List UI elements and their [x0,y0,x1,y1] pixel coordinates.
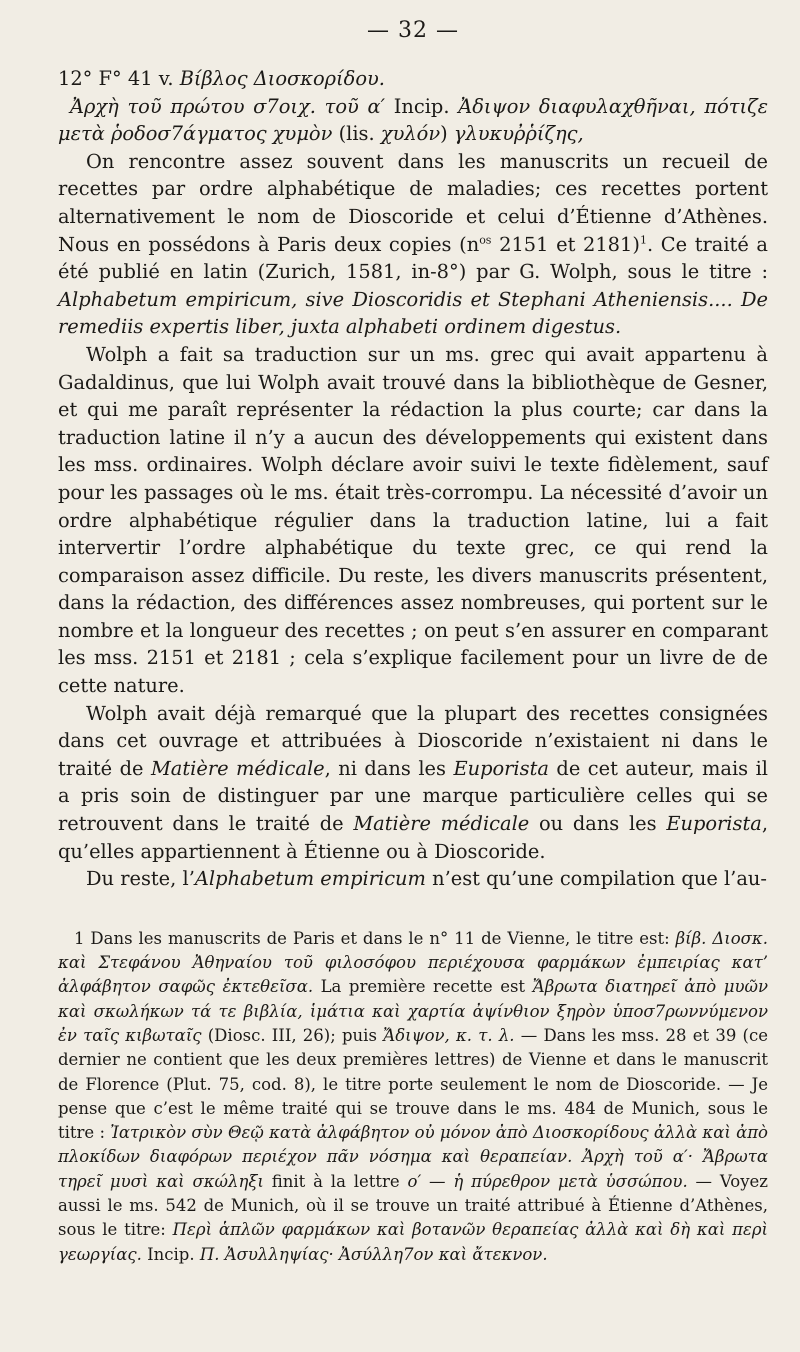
incipit-greek-2: Ἀδιψον διαφυλαχθῆναι, πότιζε μετὰ ῥοδοσ7άγματος χυμὸν [58,94,769,146]
fn-text-f: — Voyez aussi le ms. 542 de Munich, où il se trouve un traité attribué à Étienne d’Athènes, sous le titre: [58,1171,769,1240]
footnote-mark: 1 [74,928,85,948]
p1-text-b: 2151 et 2181) [491,232,640,256]
p3-text-a: Wolph avait déjà remarqué que la plupart des recettes consignées dans cet ouvrage et attribuées à Dioscoride n’existaient ni dans le traité de [58,701,768,780]
incipit-label: Incip. [393,94,450,118]
page-number: — 32 — [367,18,459,43]
p1-text-c: . Ce traité a été publié en latin (Zurich, 1581, in-8°) par G. Wolph, sous le titre : [58,232,768,284]
p1-latin-title: Alphabetum empiricum, sive Dioscoridis et Stephani Atheniensis.... De remediis expertis liber, juxta alphabeti ordinem digestus. [58,287,768,339]
entry-number: 12° [58,67,93,90]
paragraph-1 [58,148,768,341]
fn-greek-5: ο′ — ἡ πύρεθρον μετὰ ὑσσώπου. [407,1171,688,1191]
paragraph-3 [58,700,768,866]
fn-greek-3: Ἄδιψον, κ. τ. λ. [383,1026,515,1045]
incipit-greek-4: γλυκυῤῥίζης, [453,122,584,146]
entry-heading [58,65,768,93]
p4-text-b: n’est qu’une compilation que l’au- [425,867,767,891]
incipit-greek-3: χυλόν [380,122,441,146]
p1-sup-os: os [479,233,492,247]
p3-text-b: , ni dans les [324,756,454,780]
fn-text-a: Dans les manuscrits de Paris et dans le n° 11 de Vienne, le titre est: [84,928,676,948]
fn-greek-2: Ἄβρωτα διατηρεῖ ἀπὸ μυῶν καὶ σκωλήκων τά τε βιβλία, ἱμάτια καὶ χαρτία ἀψίνθιον ξηρὸν ὑποσ7ρωννύμενον ἐν ταῖς κιβωταῖς [58,977,768,1045]
p3-text-d: ou dans les [529,812,667,836]
fn-text-g: Incip. [141,1244,200,1264]
p3-euporista-2: Euporista [666,812,762,836]
incipit-greek-1: Ἀρχὴ τοῦ πρώτου σ7οιχ. τοῦ α′ [70,94,386,118]
fn-text-b: La première recette est [313,977,533,997]
p4-alphabetum-title: Alphabetum empiricum [194,867,426,891]
incipit-lis: (lis. [338,122,375,146]
page [58,18,768,1267]
paragraph-4 [58,865,768,893]
p4-text-a: Du reste, l’ [86,867,195,891]
p3-matiere-medicale-2: Matière médicale [353,812,530,836]
fn-greek-7: Π. Ἀσυλληψίας· Ἀσύλλη7ον καὶ ἄτεκνον. [199,1244,548,1264]
p3-matiere-medicale-1: Matière médicale [150,756,325,780]
fn-text-d: — Dans les mss. 28 et 39 (ce dernier ne contient que les deux premières lettres) de Vienne et dans le manuscrit de Florence (Plut. 75, cod. 8), le titre porte seulement le nom de Dioscoride. — Je pense que c’est le même traité qui se trouve dans le ms. 484 de Munich, sous le titre : [58,1026,768,1143]
entry-incipit [58,93,768,148]
fn-greek-6: Περὶ ἁπλῶν φαρμάκων καὶ βοτανῶν θεραπείας ἀλλὰ καὶ δὴ καὶ περὶ γεωργίας. [58,1220,768,1264]
footnote-1 [58,927,768,1267]
p1-text-a: On rencontre assez souvent dans les manuscrits un recueil de recettes par ordre alphabétique de maladies; ces recettes portent alternativement le nom de Dioscoride et celui d’Étienne d’Athènes. Nous en possédons à Paris deux copies (n [58,149,768,256]
p3-euporista-1: Euporista [453,756,549,780]
paragraph-2: Wolph a fait sa traduction sur un ms. grec qui avait appartenu à Gadaldinus, que lui Wolph avait trouvé dans la bibliothèque de Gesner, et qui me paraît représenter la rédaction la plus courte; car dans la traduction latine il n’y a aucun des développements qui existent dans les mss. ordinaires. Wolph déclare avoir suivi le texte fidèlement, sauf pour les passages où le ms. était très-corrompu. La nécessité d’avoir un ordre alphabétique régulier dans la traduction latine, lui a fait intervertir l’ordre alphabétique du texte grec, ce qui rend la comparaison assez difficile. Du reste, les divers manuscrits présentent, dans la rédaction, des différences assez nombreuses, qui portent sur le nombre et la longueur des recettes ; on peut s’en assurer en comparant les mss. 2151 et 2181 ; cela s’explique facilement pour un livre de de cette nature. [58,342,768,698]
fn-text-e: finit à la lettre [263,1171,408,1191]
fn-greek-4: Ἰατρικὸν σὺν Θεῷ κατὰ ἀλφάβητον οὐ μόνον ἀπὸ Διοσκορίδους ἀλλὰ καὶ ἀπὸ πλοκίδων διαφόρων περιέχον πᾶν νόσημα καὶ θεραπείαν. Ἀρχὴ τοῦ α′· Ἄβρωτα τηρεῖ μυσὶ καὶ σκώληξι [58,1123,768,1191]
fn-greek-1: βίβ. Διοσκ. καὶ Στεφάνου Ἀθηναίου τοῦ φιλοσόφου περιέχουσα φαρμάκων ἐμπειρίας κατ’ ἀλφάβητον σαφῶς ἐκτεθεῖσα. [58,928,768,997]
fn-text-c: (Diosc. III, 26); puis [201,1026,384,1045]
p3-text-c: de cet auteur, mais il a pris soin de distinguer par une marque particulière celles qui se retrouvent dans le traité de [58,756,768,836]
entry-title-greek: Βίβλος Διοσκορίδου. [179,67,385,90]
footnote-ref-1[interactable]: 1 [639,233,647,247]
p3-text-e: , qu’elles appartiennent à Étienne ou à Dioscoride. [58,812,768,863]
entry-folio: F° 41 v. [98,67,174,90]
incipit-paren: ) [440,122,448,146]
